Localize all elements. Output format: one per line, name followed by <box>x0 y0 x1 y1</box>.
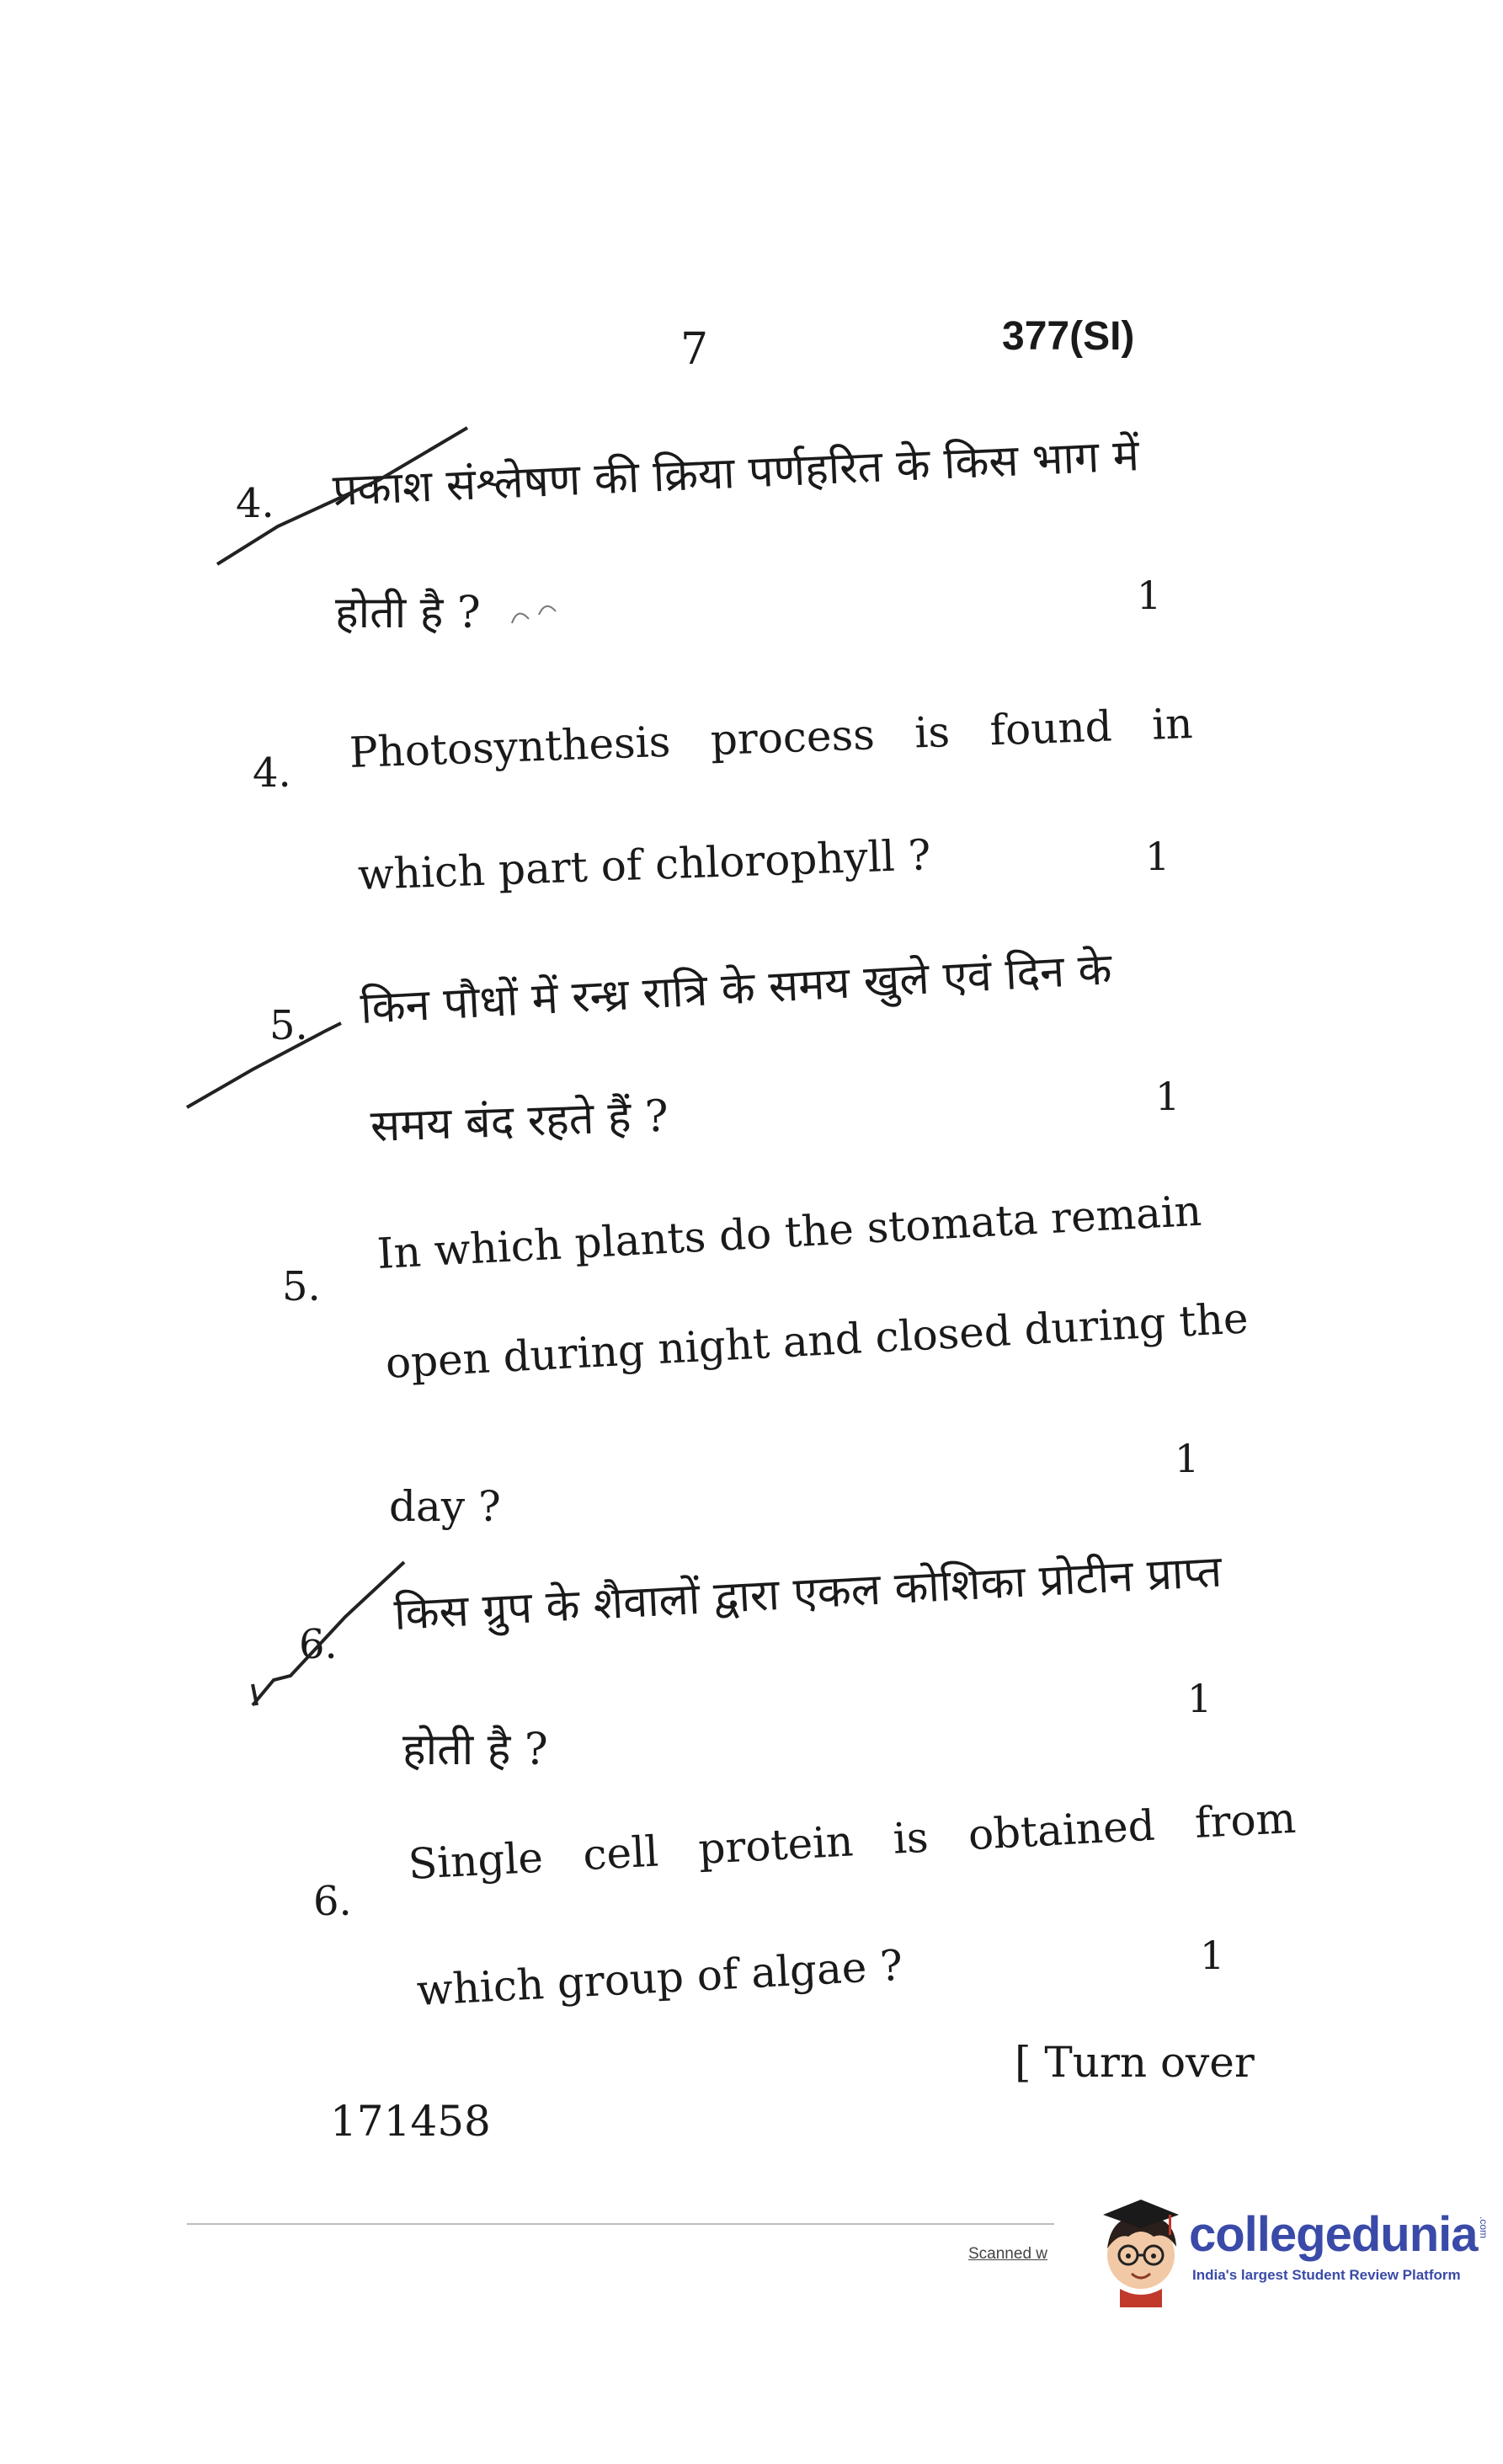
mascot-icon <box>1095 2189 1187 2307</box>
question-marks: 1 <box>1145 834 1170 879</box>
question-text-line: Single cell protein is obtained from <box>407 1793 1298 1889</box>
paper-code: 377(SI) <box>1002 314 1135 359</box>
question-number: 4. <box>236 480 274 527</box>
question-marks: 1 <box>1137 573 1162 618</box>
question-text-line: किन पौधों में रन्ध्र रात्रि के समय खुले एवं दिन के <box>359 944 1113 1034</box>
turn-over-note: [ Turn over <box>1015 2038 1255 2087</box>
tick-mark-q4 <box>217 428 467 564</box>
question-marks: 1 <box>1200 1933 1225 1978</box>
page-number: 7 <box>680 324 709 375</box>
paper-serial-number: 171458 <box>330 2097 491 2146</box>
scanned-with-text: Scanned w <box>968 2245 1048 2263</box>
question-number: 5. <box>282 1263 321 1310</box>
question-text-line: प्रकाश संश्लेषण की क्रिया पर्णहरित के किस भाग में <box>331 430 1141 516</box>
question-number: 5. <box>269 1002 308 1049</box>
question-marks: 1 <box>1155 1074 1181 1119</box>
question-text-line: किस ग्रुप के शैवालों द्वारा एकल कोशिका प्रोटीन प्राप्त <box>392 1546 1223 1640</box>
brand-name: collegedunia <box>1189 2207 1478 2262</box>
question-number: 4. <box>253 749 291 797</box>
question-text-line: open during night and closed during the <box>384 1293 1250 1388</box>
question-text-line: day ? <box>389 1482 501 1531</box>
question-marks: 1 <box>1187 1676 1213 1721</box>
question-number: 6. <box>313 1878 352 1925</box>
brand-logo[interactable] <box>1095 2189 1499 2307</box>
question-text-line: which part of chlorophyll ? <box>356 830 932 899</box>
question-number: 6. <box>299 1621 338 1668</box>
question-text-line: which group of algae ? <box>415 1940 904 2015</box>
tick-mark-q5 <box>187 1023 341 1107</box>
question-text-line: होती है ? <box>335 588 481 638</box>
footer-divider <box>187 2223 1054 2225</box>
question-text-line: In which plants do the stomata remain <box>376 1186 1203 1278</box>
brand-tagline: India's largest Student Review Platform <box>1192 2267 1461 2283</box>
question-text-line: होती है ? <box>402 1725 548 1775</box>
question-marks: 1 <box>1175 1436 1200 1481</box>
brand-domain-suffix: .com <box>1478 2216 1490 2239</box>
question-text-line: समय बंद रहते हैं ? <box>370 1091 669 1152</box>
pencil-scribble <box>512 606 556 623</box>
question-text-line: Photosynthesis process is found in <box>348 699 1194 777</box>
tick-mark-q6 <box>253 1562 404 1705</box>
